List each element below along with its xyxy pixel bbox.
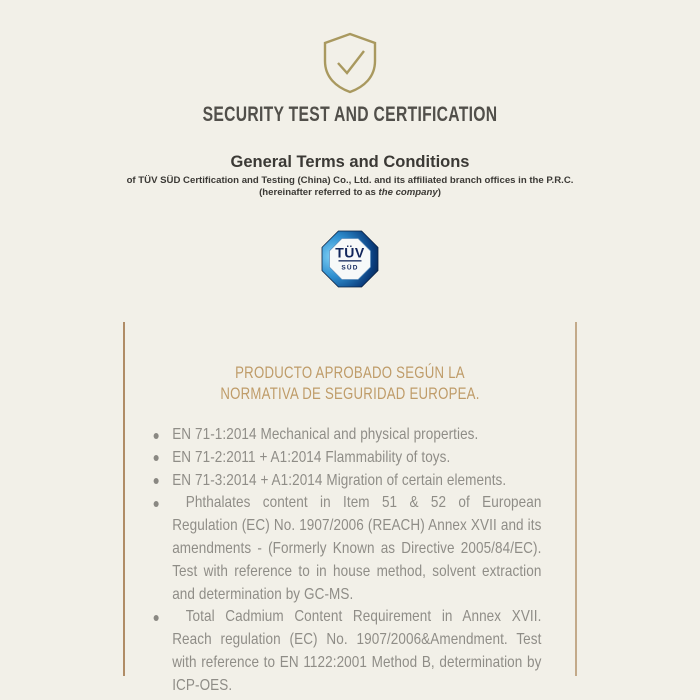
list-item: EN 71-2:2011 + A1:2014 Flammability of toys. xyxy=(146,447,541,470)
terms-note-suffix: ) xyxy=(437,187,441,198)
terms-note xyxy=(0,187,700,199)
terms-block xyxy=(0,152,700,199)
terms-note-prefix: (hereinafter referred to as xyxy=(259,187,379,198)
terms-note-company: the company xyxy=(378,187,438,198)
terms-subtitle: of TÜV SÜD Certification and Testing (China) Co., Ltd. and its affiliated branch offices in the P.R.C. xyxy=(126,175,574,186)
approval-heading xyxy=(70,363,630,405)
list-item: Phthalates content in Item 51 & 52 of European Regulation (EC) No. 1907/2006 (REACH) Annex XVII and its amendments - (Formerly Known as Directive 2005/84/EC). Test with reference to in house method, solvent extraction and determination by GC-MS. xyxy=(146,492,541,606)
tuv-sud-logo-svg xyxy=(321,230,379,288)
approval-heading-line-2: NORMATIVA DE SEGURIDAD EUROPEA. xyxy=(220,385,480,403)
logo-text-tuv: TÜV xyxy=(335,244,365,261)
logo-text-sud: SÜD xyxy=(341,264,359,272)
shield-check-icon xyxy=(320,31,380,95)
shield-check-svg xyxy=(320,31,380,95)
tuv-sud-logo xyxy=(321,230,379,288)
standards-list xyxy=(146,424,541,698)
page-title: SECURITY TEST AND CERTIFICATION xyxy=(202,102,498,126)
list-item: Total Cadmium Content Requirement in Annex XVII. Reach regulation (EC) No. 1907/2006&Amendment. Test with reference to EN 1122:2001 Method B, determination by ICP-OES. xyxy=(146,606,541,697)
approval-heading-line-1: PRODUCTO APROBADO SEGÚN LA xyxy=(235,364,465,382)
list-item: EN 71-1:2014 Mechanical and physical properties. xyxy=(146,424,541,447)
terms-title: General Terms and Conditions xyxy=(230,153,470,171)
list-item: EN 71-3:2014 + A1:2014 Migration of certain elements. xyxy=(146,470,541,493)
